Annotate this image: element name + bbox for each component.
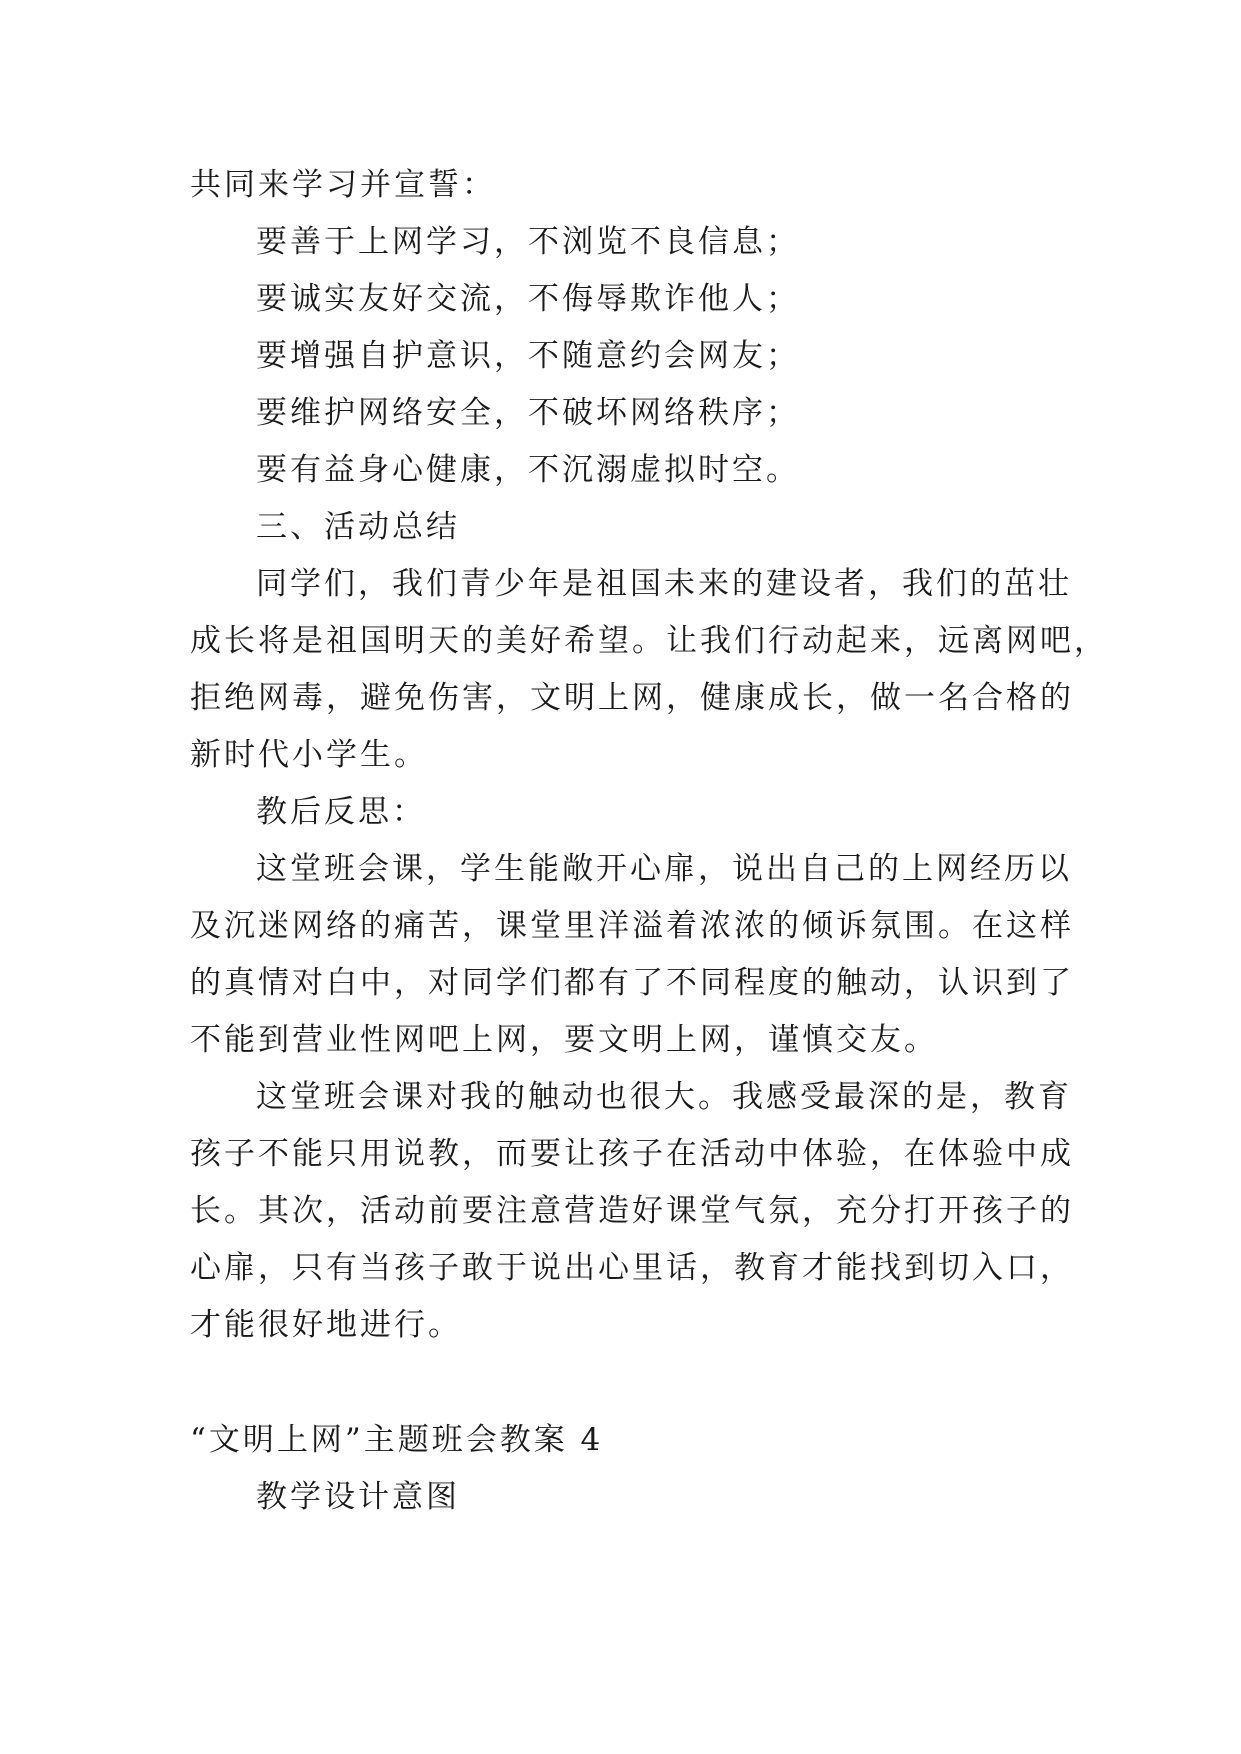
pledge-line: 要有益身心健康，不沉溺虚拟时空。 xyxy=(256,452,800,488)
pledge-line: 要善于上网学习，不浏览不良信息； xyxy=(256,224,800,260)
pledge-line: 要增强自护意识，不随意约会网友； xyxy=(256,338,800,374)
paragraph-line: 才能很好地进行。 xyxy=(190,1307,462,1343)
paragraph-line: 孩子不能只用说教，而要让孩子在活动中体验，在体验中成 xyxy=(190,1136,1074,1172)
paragraph-line: 成长将是祖国明天的美好希望。让我们行动起来，远离网吧， xyxy=(190,623,1108,659)
paragraph-line: 同学们，我们青少年是祖国未来的建设者，我们的茁壮 xyxy=(256,566,1072,602)
paragraph-line: 这堂班会课，学生能敞开心扉，说出自己的上网经历以 xyxy=(256,851,1072,887)
paragraph-line: 拒绝网毒，避免伤害，文明上网，健康成长，做一名合格的 xyxy=(190,680,1074,716)
paragraph-line: 及沉迷网络的痛苦，课堂里洋溢着浓浓的倾诉氛围。在这样 xyxy=(190,908,1074,944)
section-heading: 教后反思： xyxy=(256,794,426,830)
section-heading: 三、活动总结 xyxy=(256,509,460,545)
pledge-line: 要维护网络安全，不破坏网络秩序； xyxy=(256,395,800,431)
pledge-line: 要诚实友好交流，不侮辱欺诈他人； xyxy=(256,281,800,317)
paragraph-line: 长。其次，活动前要注意营造好课堂气氛，充分打开孩子的 xyxy=(190,1193,1074,1229)
document-title: “文明上网”主题班会教案 4 xyxy=(190,1422,604,1458)
paragraph-line: 不能到营业性网吧上网，要文明上网，谨慎交友。 xyxy=(190,1022,938,1058)
section-heading: 教学设计意图 xyxy=(256,1479,460,1515)
paragraph-line: 心扉，只有当孩子敢于说出心里话，教育才能找到切入口， xyxy=(190,1250,1074,1286)
paragraph-line: 新时代小学生。 xyxy=(190,737,428,773)
paragraph-line: 的真情对白中，对同学们都有了不同程度的触动，认识到了 xyxy=(190,965,1074,1001)
paragraph-line: 这堂班会课对我的触动也很大。我感受最深的是，教育 xyxy=(256,1079,1072,1115)
text-line: 共同来学习并宣誓： xyxy=(190,167,496,203)
